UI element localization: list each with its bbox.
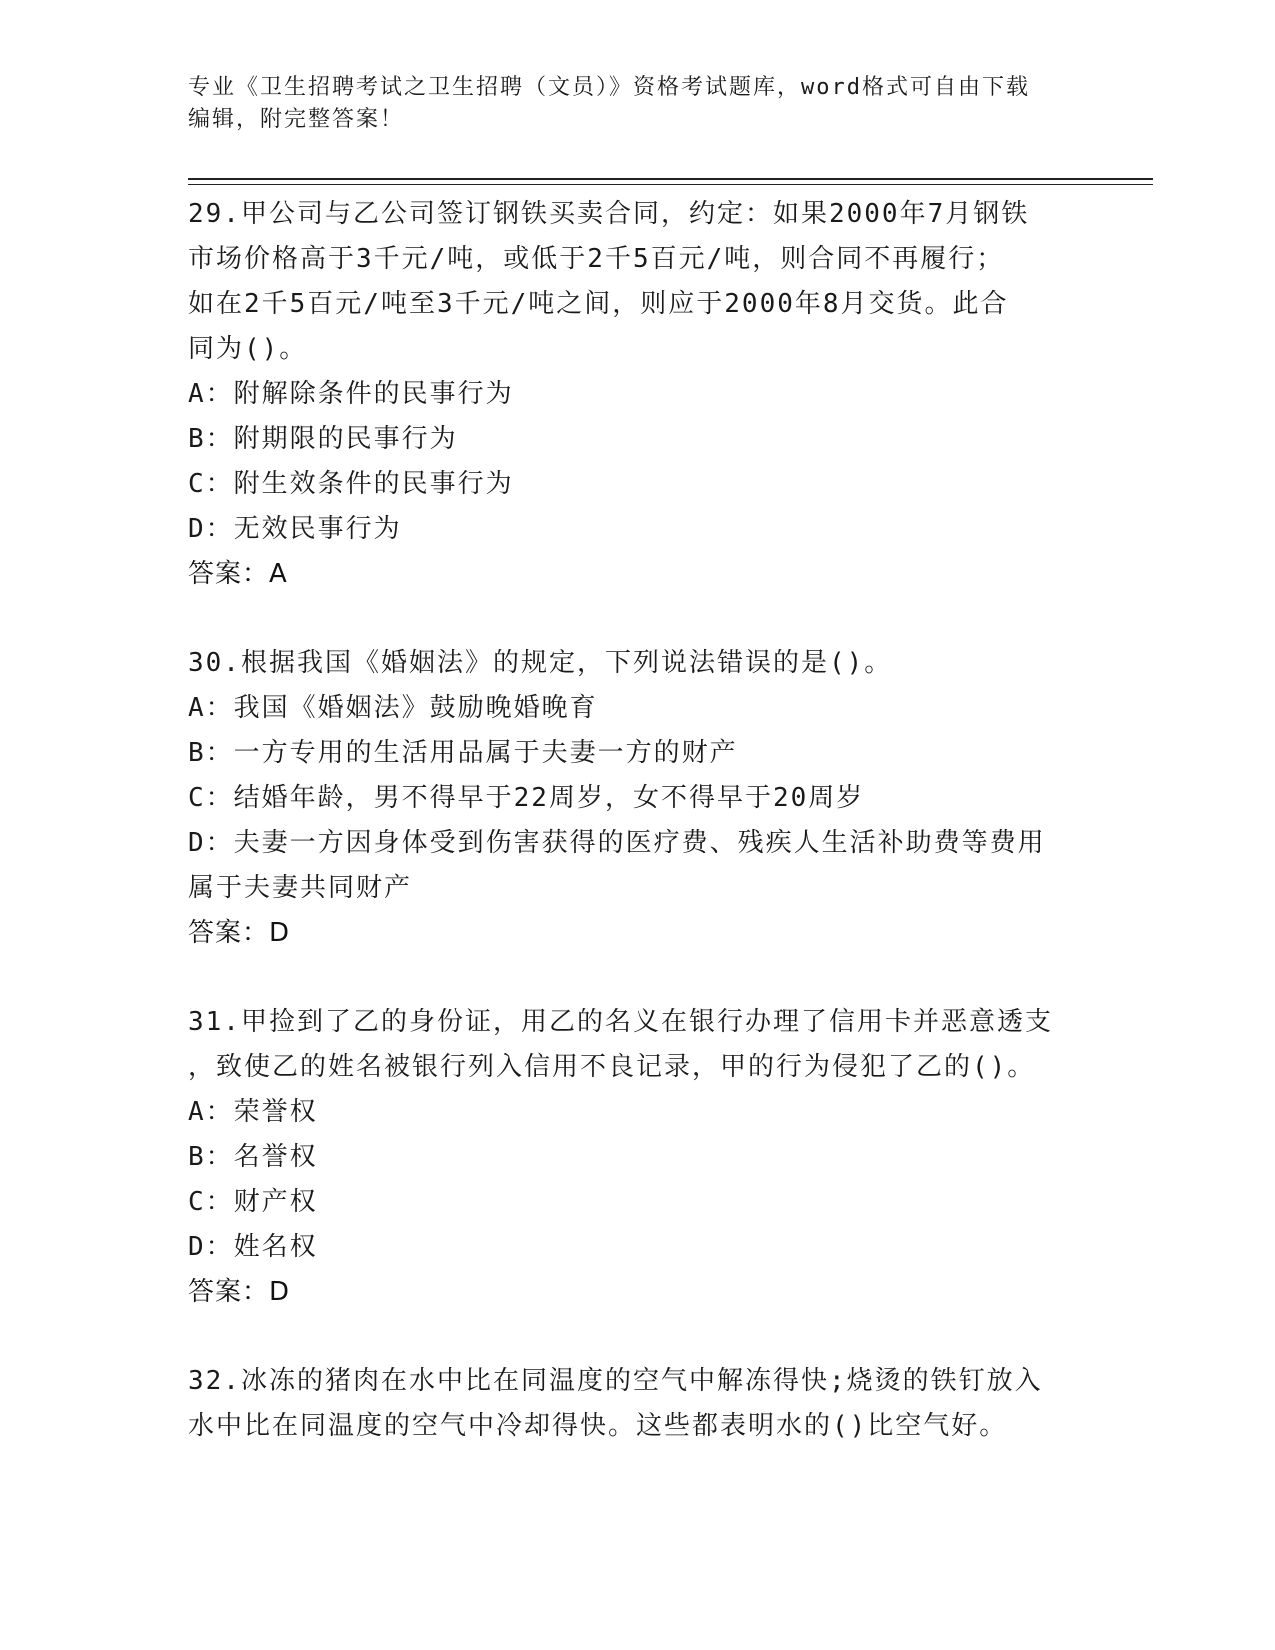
question-30: [188, 641, 1068, 956]
option-b: B：一方专用的生活用品属于夫妻一方的财产: [188, 738, 738, 768]
option-d: D：姓名权: [188, 1232, 318, 1262]
option-d-continued: 属于夫妻共同财产: [188, 873, 413, 903]
question-stem-line: 30.根据我国《婚姻法》的规定，下列说法错误的是()。: [188, 648, 893, 678]
option-a: A：附解除条件的民事行为: [188, 379, 514, 409]
question-stem-line: 32.冰冻的猪肉在水中比在同温度的空气中解冻得快;烧烫的铁钉放入: [188, 1366, 1043, 1396]
answer-label: 答案：A: [188, 559, 288, 589]
option-c: C：结婚年龄，男不得早于22周岁，女不得早于20周岁: [188, 783, 865, 813]
option-b: B：名誉权: [188, 1142, 318, 1172]
question-stem-line: 水中比在同温度的空气中冷却得快。这些都表明水的()比空气好。: [188, 1411, 1008, 1441]
question-list: [188, 192, 1068, 1493]
document-header: [188, 72, 1068, 136]
question-31: [188, 1000, 1068, 1315]
answer-label: 答案：D: [188, 918, 291, 948]
option-c: C：附生效条件的民事行为: [188, 469, 514, 499]
option-c: C：财产权: [188, 1187, 318, 1217]
header-line-2: 编辑，附完整答案！: [188, 107, 405, 132]
question-stem-line: 市场价格高于3千元/吨，或低于2千5百元/吨，则合同不再履行；: [188, 244, 1005, 274]
option-a: A：我国《婚姻法》鼓励晚婚晚育: [188, 693, 598, 723]
option-a: A：荣誉权: [188, 1097, 318, 1127]
question-stem-line: 29.甲公司与乙公司签订钢铁买卖合同，约定：如果2000年7月钢铁: [188, 199, 1030, 229]
header-divider-thick: [188, 178, 1153, 180]
question-stem-line: 31.甲捡到了乙的身份证，用乙的名义在银行办理了信用卡并恶意透支: [188, 1007, 1053, 1037]
option-d: D：无效民事行为: [188, 514, 402, 544]
header-divider-thin: [188, 184, 1153, 185]
option-b: B：附期限的民事行为: [188, 424, 458, 454]
question-stem-line: 如在2千5百元/吨至3千元/吨之间，则应于2000年8月交货。此合: [188, 289, 1009, 319]
question-stem-line: 同为()。: [188, 334, 308, 364]
header-line-1: 专业《卫生招聘考试之卫生招聘（文员）》资格考试题库，word格式可自由下载: [188, 75, 1030, 100]
option-d: D：夫妻一方因身体受到伤害获得的医疗费、残疾人生活补助费等费用: [188, 828, 1046, 858]
answer-label: 答案：D: [188, 1277, 291, 1307]
question-32: [188, 1359, 1068, 1449]
question-stem-line: ，致使乙的姓名被银行列入信用不良记录，甲的行为侵犯了乙的()。: [188, 1052, 1036, 1082]
question-29: [188, 192, 1068, 597]
